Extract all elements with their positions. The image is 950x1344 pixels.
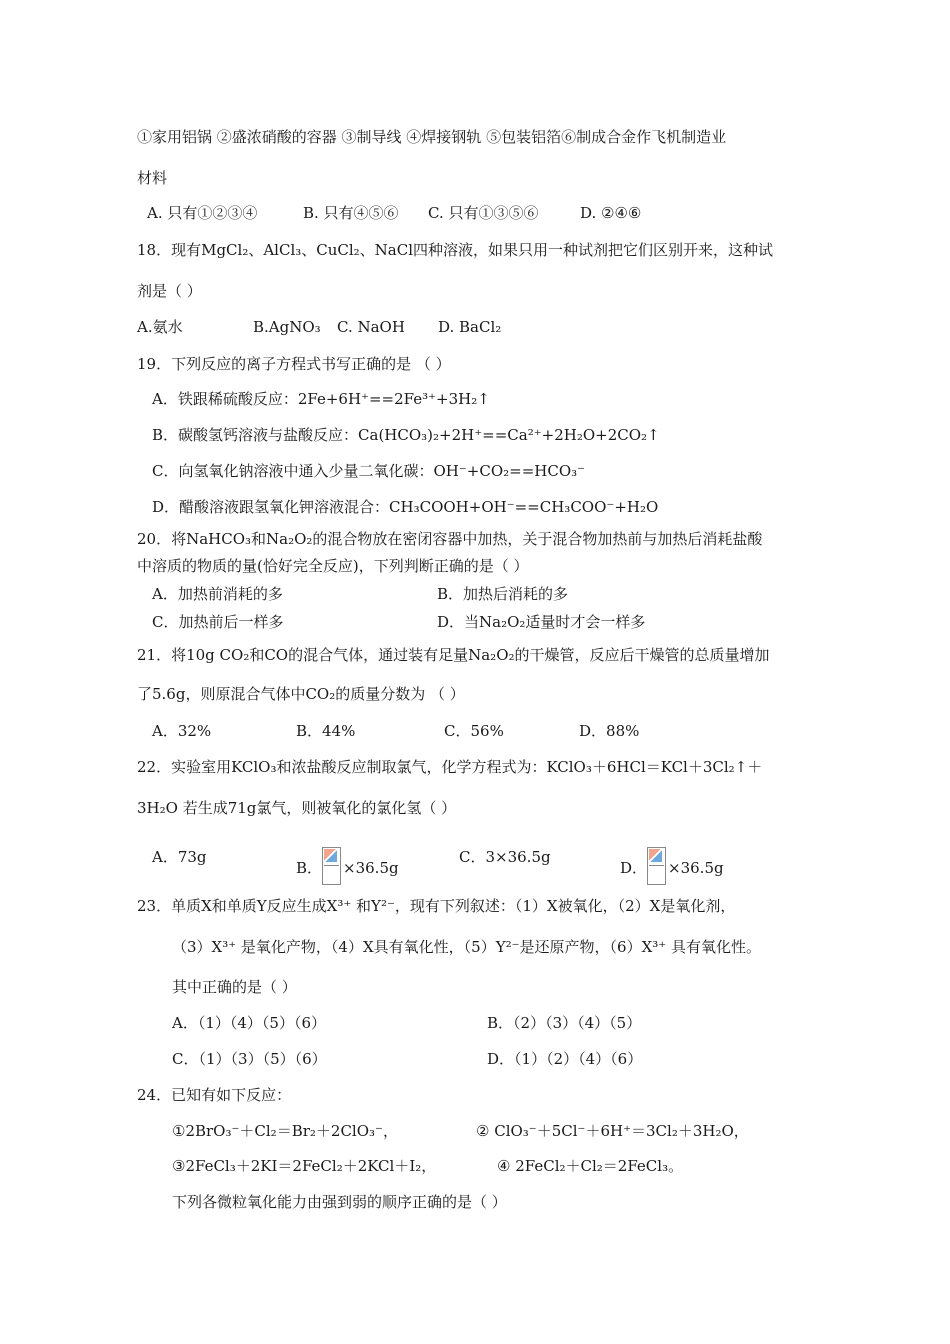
q21-option-c: C．56% [444,722,504,740]
q20-option-a: A．加热前消耗的多 [152,585,283,603]
q17-option-b: B. 只有④⑤⑥ [303,204,399,222]
q20-line1: 20．将NaHCO₃和Na₂O₂的混合物放在密闭容器中加热，关于混合物加热前与加热后消耗盐酸 [137,530,763,548]
q21-option-d: D．88% [579,722,640,740]
q18-option-a: A.氨水 [137,318,183,336]
q18-option-c: C. NaOH [337,318,405,336]
fraction-image-icon [647,847,666,885]
q24-question: 下列各微粒氧化能力由强到弱的顺序正确的是（ ） [172,1193,507,1211]
q17-option-c: C. 只有①③⑤⑥ [428,204,539,222]
q21-line1: 21．将10g CO₂和CO的混合气体，通过装有足量Na₂O₂的干燥管，反应后干燥管的总质量增加 [137,646,770,664]
q18-line1: 18．现有MgCl₂、AlCl₃、CuCl₂、NaCl四种溶液，如果只用一种试剂把它们区别开来，这种试 [137,241,774,259]
q22-option-b-value: ×36.5g [343,859,399,877]
q19-option-a: A．铁跟稀硫酸反应：2Fe+6H⁺==2Fe³⁺+3H₂↑ [152,390,490,408]
q24-reaction-2: ② ClO₃⁻＋5Cl⁻＋6H⁺＝3Cl₂＋3H₂O， [476,1122,749,1140]
q22-line2: 3H₂O 若生成71g氯气，则被氧化的氯化氢（ ） [137,799,457,817]
q22-option-d-label: D． [620,859,648,877]
q22-option-d [620,847,724,885]
q24-reaction-1: ①2BrO₃⁻＋Cl₂＝Br₂＋2ClO₃⁻， [172,1122,398,1140]
q21-option-b: B．44% [296,722,356,740]
q18-option-b: B.AgNO₃ [253,318,321,336]
q20-line2: 中溶质的物质的量(恰好完全反应)，下列判断正确的是（ ） [137,557,529,575]
q22-option-a: A．73g [152,848,207,866]
q21-line2: 了5.6g，则原混合气体中CO₂的质量分数为 （ ） [137,685,465,703]
q20-option-d: D．当Na₂O₂适量时才会一样多 [437,613,646,631]
q24-stem: 24．已知有如下反应： [137,1086,292,1104]
q24-reaction-3: ③2FeCl₃＋2KI＝2FeCl₂＋2KCl＋I₂， [172,1157,437,1175]
fraction-image-icon [322,847,341,885]
q23-line3: 其中正确的是（ ） [172,978,297,996]
q20-option-b: B．加热后消耗的多 [437,585,569,603]
q19-option-d: D．醋酸溶液跟氢氧化钾溶液混合：CH₃COOH+OH⁻==CH₃COO⁻+H₂O [152,498,659,516]
q23-option-a: A．（1）（4）（5）（6） [172,1014,327,1032]
q17-option-a: A. 只有①②③④ [147,204,258,222]
q22-option-c: C．3×36.5g [459,848,551,866]
q17-line1: ①家用铝锅 ②盛浓硝酸的容器 ③制导线 ④焊接钢轨 ⑤包装铝箔⑥制成合金作飞机制造业 [137,128,727,146]
q23-line1: 23．单质X和单质Y反应生成X³⁺ 和Y²⁻，现有下列叙述：（1）X被氧化，（2）X是氧化剂， [137,897,736,915]
q23-option-c: C．（1）（3）（5）（6） [172,1050,327,1068]
q22-line1: 22．实验室用KClO₃和浓盐酸反应制取氯气，化学方程式为：KClO₃＋6HCl＝KCl＋3Cl₂↑＋ [137,758,763,776]
q18-line2: 剂是（ ） [137,282,202,300]
q17-option-d: D. ②④⑥ [580,204,642,222]
q17-line2: 材料 [137,169,168,187]
q22-option-b-label: B． [296,859,323,877]
q23-option-b: B．（2）（3）（4）（5） [487,1014,642,1032]
q23-option-d: D．（1）（2）（4）（6） [487,1050,643,1068]
q19-stem: 19．下列反应的离子方程式书写正确的是 （ ） [137,355,451,373]
q22-option-b [296,847,399,885]
q22-option-d-value: ×36.5g [668,859,724,877]
q19-option-c: C．向氢氧化钠溶液中通入少量二氧化碳：OH⁻+CO₂==HCO₃⁻ [152,462,586,480]
q21-option-a: A．32% [152,722,212,740]
q18-option-d: D. BaCl₂ [438,318,502,336]
q20-option-c: C．加热前后一样多 [152,613,284,631]
q24-reaction-4: ④ 2FeCl₂＋Cl₂＝2FeCl₃。 [497,1157,684,1175]
q19-option-b: B．碳酸氢钙溶液与盐酸反应：Ca(HCO₃)₂+2H⁺==Ca²⁺+2H₂O+2CO₂↑ [152,426,660,444]
q23-line2: （3）X³⁺ 是氧化产物，（4）X具有氧化性，（5）Y²⁻是还原产物，（6）X³⁺ 具有氧化性。 [172,938,761,956]
